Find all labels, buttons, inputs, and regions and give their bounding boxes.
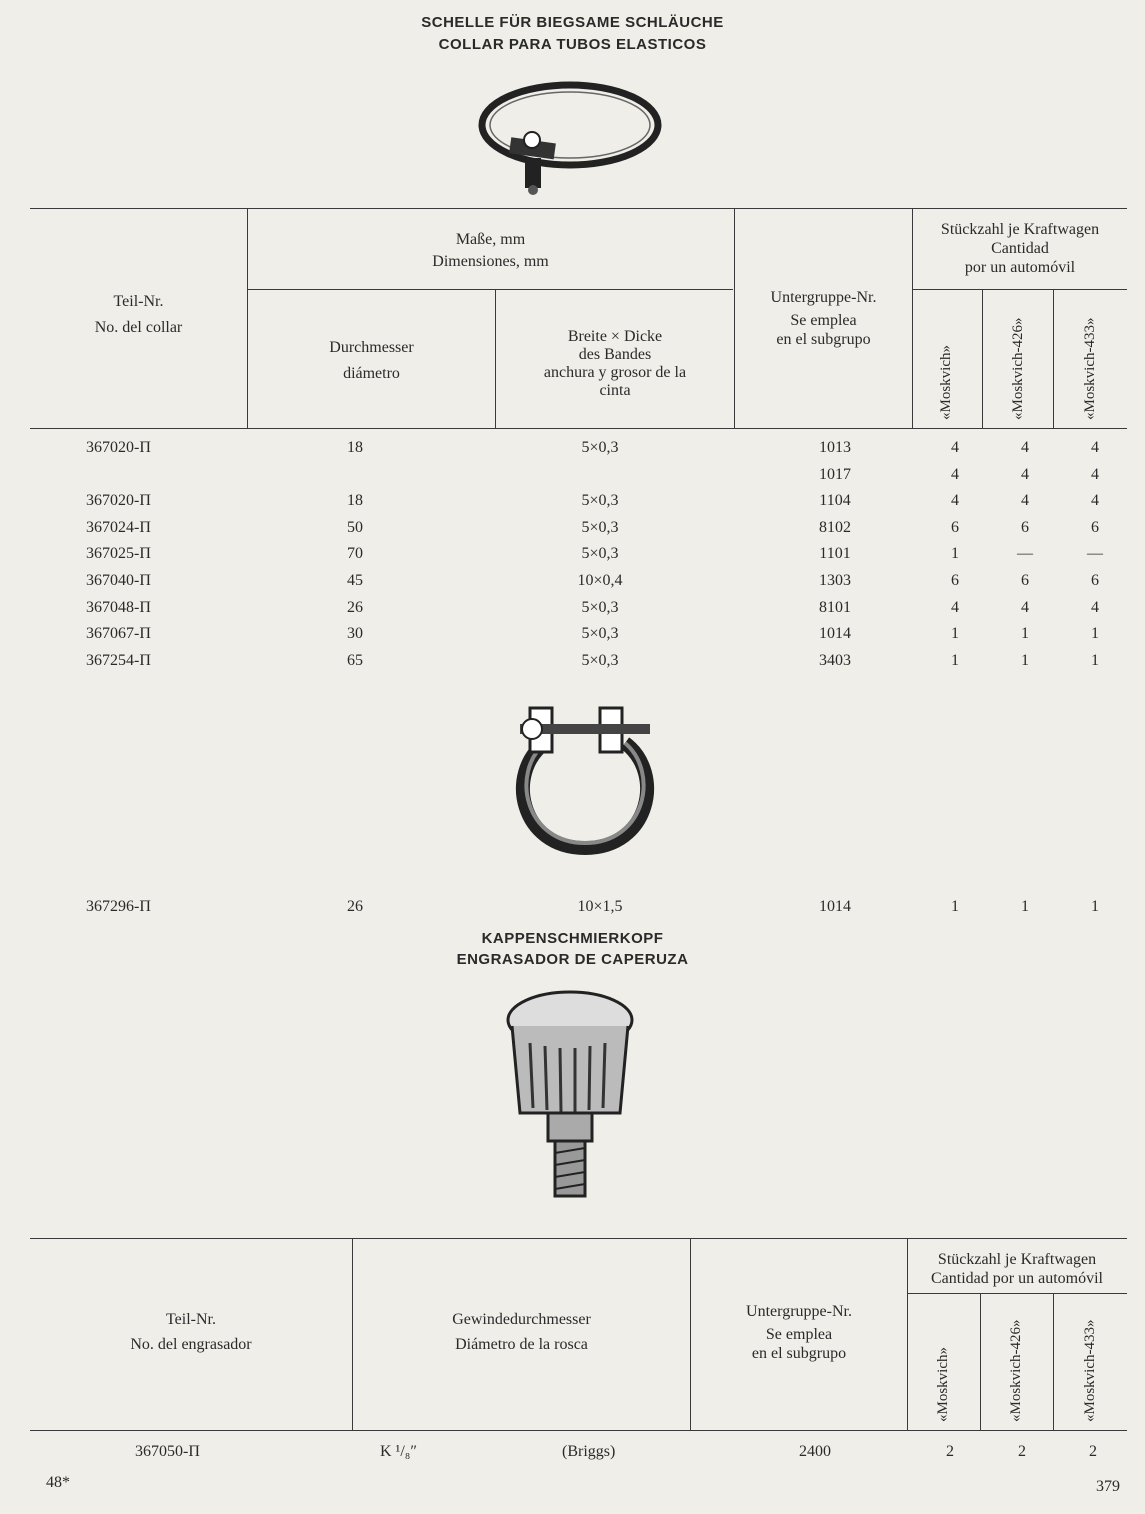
subgroup-header-de: Untergruppe-Nr. <box>770 289 877 306</box>
row-subgroup: 1101 <box>819 545 851 562</box>
row-m3: 4 <box>1091 466 1099 483</box>
row-subgroup: 1303 <box>819 572 851 589</box>
row-part: 367020-П <box>86 439 151 456</box>
row-m2: — <box>1017 545 1033 562</box>
grease-cup-illustration <box>500 988 640 1203</box>
part-no-header-de: Teil-Nr. <box>113 293 164 310</box>
diam-header-es: diámetro <box>343 365 400 382</box>
row-m1: 4 <box>951 492 959 509</box>
row-band: 5×0,3 <box>581 492 619 509</box>
row-m3: 1 <box>1091 652 1099 669</box>
grease-row-m2: 2 <box>1018 1443 1026 1460</box>
row-band: 10×0,4 <box>577 572 623 589</box>
row-part: 367040-П <box>86 572 151 589</box>
grease-subgroup-header-es1: Se emplea <box>765 1326 833 1343</box>
row-m1: 1 <box>951 545 959 562</box>
section1-title-es: COLLAR PARA TUBOS ELASTICOS <box>438 36 707 53</box>
dims-header-es: Dimensiones, mm <box>432 253 549 270</box>
thread-header-es: Diámetro de la rosca <box>455 1336 588 1353</box>
dims-header-de: Maße, mm <box>455 231 526 248</box>
row-subgroup: 8102 <box>819 519 851 536</box>
row-m3: 6 <box>1091 572 1099 589</box>
row-subgroup: 1014 <box>819 625 851 642</box>
extra-row-m1: 1 <box>951 898 959 915</box>
subgroup-header-es2: en el subgrupo <box>776 331 871 348</box>
qty-header-es1: Cantidad <box>991 240 1049 257</box>
extra-row-subgroup: 1014 <box>819 898 851 915</box>
row-m2: 1 <box>1021 652 1029 669</box>
row-diam: 50 <box>347 519 363 536</box>
thread-header-de: Gewindedurchmesser <box>452 1311 591 1328</box>
section2-title-de: KAPPENSCHMIERKOPF <box>481 930 664 947</box>
row-m1: 1 <box>951 652 959 669</box>
model3-header: «Moskvich-433» <box>1082 317 1098 420</box>
row-subgroup: 3403 <box>819 652 851 669</box>
row-m1: 6 <box>951 519 959 536</box>
row-m1: 4 <box>951 439 959 456</box>
row-band: 5×0,3 <box>581 519 619 536</box>
row-part: 367024-П <box>86 519 151 536</box>
subgroup-header-es1: Se emplea <box>790 312 857 329</box>
row-m3: 4 <box>1091 439 1099 456</box>
row-part: 367020-П <box>86 492 151 509</box>
row-subgroup: 1104 <box>819 492 851 509</box>
grease-model3-header: «Moskvich-433» <box>1082 1319 1098 1422</box>
row-part: 367067-П <box>86 625 151 642</box>
row-diam: 30 <box>347 625 363 642</box>
row-m2: 4 <box>1021 492 1029 509</box>
model2-header: «Moskvich-426» <box>1010 317 1026 420</box>
band-header-es2: cinta <box>599 382 631 399</box>
row-diam: 45 <box>347 572 363 589</box>
row-m3: — <box>1087 545 1103 562</box>
row-band: 5×0,3 <box>581 439 619 456</box>
extra-row-m2: 1 <box>1021 898 1029 915</box>
row-m1: 4 <box>951 466 959 483</box>
row-m2: 6 <box>1021 519 1029 536</box>
row-m3: 4 <box>1091 599 1099 616</box>
band-header-de2: des Bandes <box>578 346 652 363</box>
row-m2: 4 <box>1021 466 1029 483</box>
row-m1: 1 <box>951 625 959 642</box>
row-band: 5×0,3 <box>581 625 619 642</box>
grease-subgroup-header-es2: en el subgrupo <box>751 1345 847 1362</box>
row-m2: 4 <box>1021 599 1029 616</box>
row-part: 367025-П <box>86 545 151 562</box>
row-m2: 1 <box>1021 625 1029 642</box>
grease-subgroup-header-de: Untergruppe-Nr. <box>746 1303 852 1320</box>
row-subgroup: 1017 <box>819 466 851 483</box>
grease-part-no-header-es: No. del engrasador <box>130 1336 252 1353</box>
grease-row-thread: K ¹/₈″ <box>380 1443 418 1460</box>
row-m1: 4 <box>951 599 959 616</box>
grease-row-m1: 2 <box>946 1443 954 1460</box>
row-part: 367048-П <box>86 599 151 616</box>
part-no-header-es: No. del collar <box>94 319 183 336</box>
row-m2: 6 <box>1021 572 1029 589</box>
extra-row-m3: 1 <box>1091 898 1099 915</box>
qty-header-de: Stückzahl je Kraftwagen <box>940 221 1100 238</box>
grease-model1-header: «Moskvich» <box>935 1347 951 1422</box>
section1-title-de: SCHELLE FÜR BIEGSAME SCHLÄUCHE <box>421 14 724 31</box>
grease-qty-header-de: Stückzahl je Kraftwagen <box>937 1251 1097 1268</box>
footer-left-mark: 48* <box>46 1474 70 1491</box>
row-subgroup: 1013 <box>819 439 851 456</box>
extra-row-part: 367296-П <box>86 898 151 915</box>
row-m3: 4 <box>1091 492 1099 509</box>
row-part: 367254-П <box>86 652 151 669</box>
hose-clamp-illustration <box>470 70 670 200</box>
grease-part-no-header-de: Teil-Nr. <box>166 1311 216 1328</box>
row-diam: 18 <box>347 492 363 509</box>
extra-row-diam: 26 <box>347 898 363 915</box>
row-diam: 70 <box>347 545 363 562</box>
grease-qty-header-es: Cantidad por un automóvil <box>931 1270 1103 1287</box>
grease-model2-header: «Moskvich-426» <box>1008 1319 1024 1422</box>
row-m3: 1 <box>1091 625 1099 642</box>
row-diam: 26 <box>347 599 363 616</box>
row-m2: 4 <box>1021 439 1029 456</box>
qty-header-es2: por un automóvil <box>964 259 1076 276</box>
row-subgroup: 8101 <box>819 599 851 616</box>
section2-title-es: ENGRASADOR DE CAPERUZA <box>456 951 689 968</box>
row-m3: 6 <box>1091 519 1099 536</box>
grease-row-part: 367050-П <box>135 1443 200 1460</box>
row-band: 5×0,3 <box>581 545 619 562</box>
row-m1: 6 <box>951 572 959 589</box>
band-header-es1: anchura y grosor de la <box>543 364 687 381</box>
row-band: 5×0,3 <box>581 652 619 669</box>
grease-row-m3: 2 <box>1089 1443 1097 1460</box>
diam-header-de: Durchmesser <box>329 339 414 356</box>
grease-row-subgroup: 2400 <box>799 1443 831 1460</box>
model1-header: «Moskvich» <box>938 345 954 420</box>
grease-row-thread-note: (Briggs) <box>562 1443 616 1460</box>
row-diam: 18 <box>347 439 363 456</box>
band-clamp-illustration <box>500 698 670 858</box>
extra-row-band: 10×1,5 <box>577 898 623 915</box>
row-diam: 65 <box>347 652 363 669</box>
band-header-de1: Breite × Dicke <box>567 328 663 345</box>
page-number: 379 <box>1096 1478 1120 1495</box>
row-band: 5×0,3 <box>581 599 619 616</box>
